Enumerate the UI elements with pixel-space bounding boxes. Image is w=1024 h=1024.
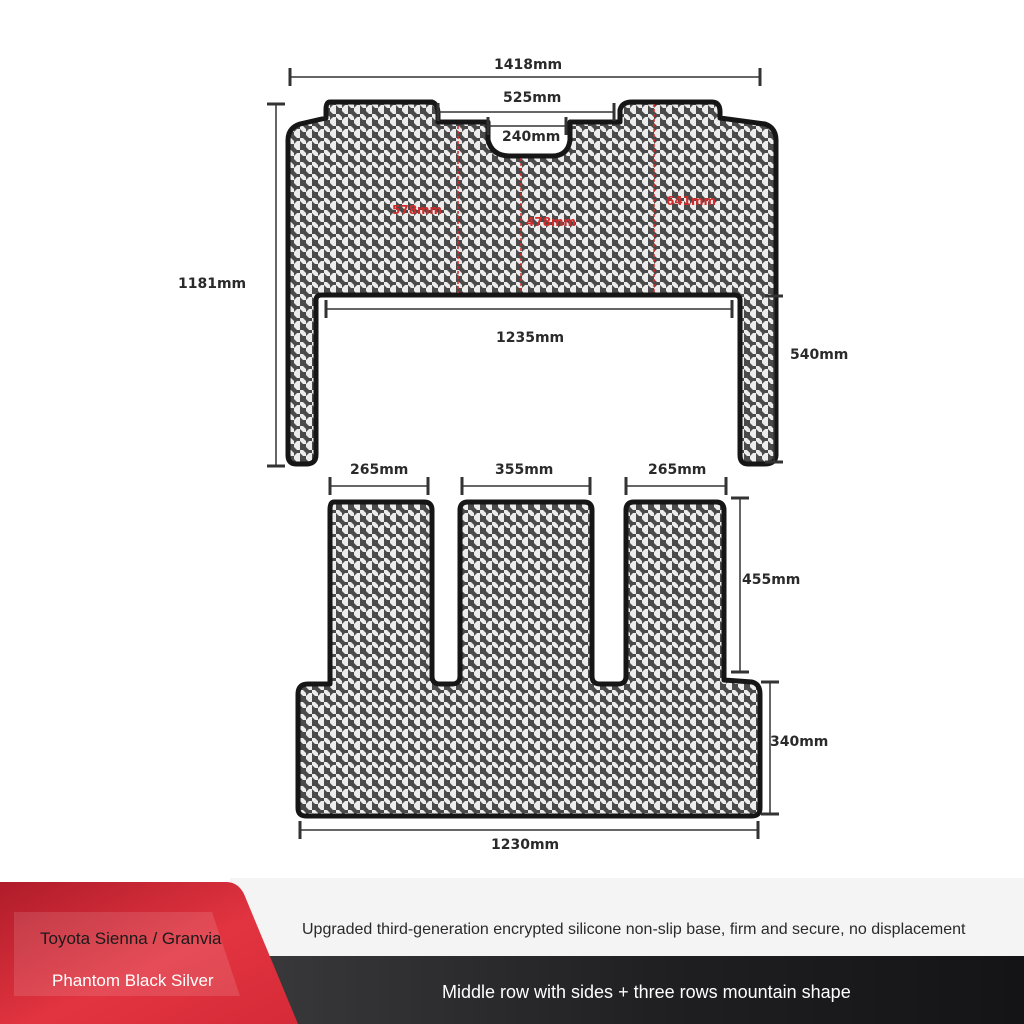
- footer-shape-text: Middle row with sides + three rows mountain shape: [442, 982, 851, 1002]
- dim-top-notch-outer: 525mm: [503, 90, 562, 106]
- dim-bottom-center-width: 355mm: [495, 462, 554, 478]
- dim-inner-left-depth: 578mm: [392, 203, 443, 217]
- dim-top-side-leg-height: 540mm: [790, 347, 849, 363]
- dim-inner-center-depth: 478mm: [526, 215, 577, 229]
- footer-red-panel: [0, 878, 300, 1024]
- footer-color-name: Phantom Black Silver: [52, 971, 214, 990]
- dim-inner-right-depth: 641mm: [666, 194, 717, 208]
- dim-bottom-tab-height: 455mm: [742, 572, 801, 588]
- dim-top-cutout-width: 1235mm: [496, 330, 565, 346]
- dim-top-total-height: 1181mm: [178, 276, 247, 292]
- footer-model-name: Toyota Sienna / Granvia: [40, 929, 222, 948]
- dim-bottom-left-width: 265mm: [350, 462, 409, 478]
- product-footer-banner: [0, 878, 1024, 1024]
- lower-mat: [298, 502, 760, 816]
- upper-mat: [288, 102, 776, 464]
- footer-feature-text: Upgraded third-generation encrypted silicone non-slip base, firm and secure, no displacement: [302, 921, 966, 938]
- dim-bottom-base-height: 340mm: [770, 734, 829, 750]
- dim-top-total-width: 1418mm: [494, 57, 563, 73]
- footer-feature-strip: [230, 878, 1024, 956]
- dim-top-notch-inner: 240mm: [502, 129, 561, 145]
- dim-bottom-right-width: 265mm: [648, 462, 707, 478]
- dim-bottom-total-width: 1230mm: [491, 837, 560, 853]
